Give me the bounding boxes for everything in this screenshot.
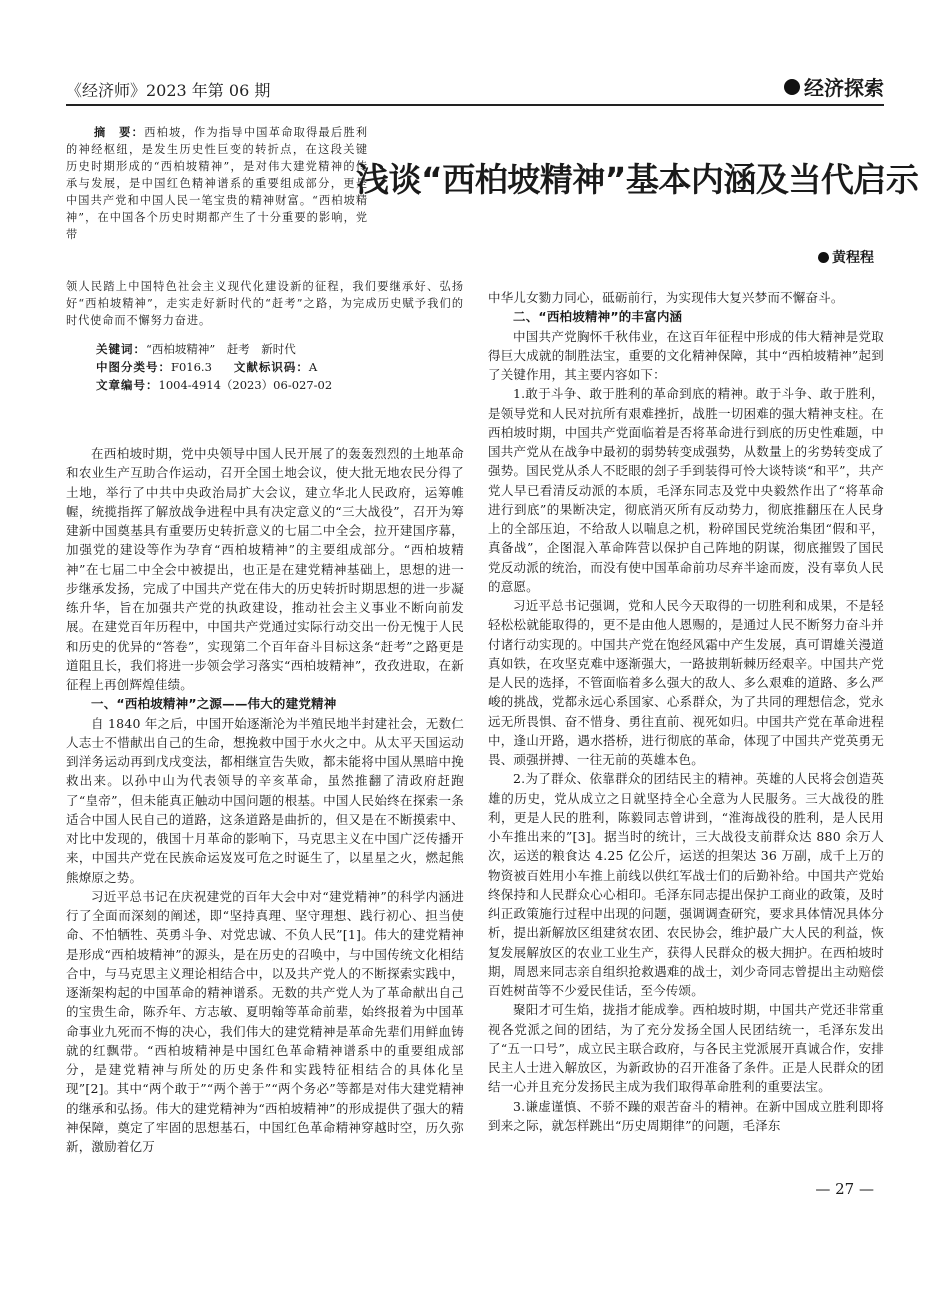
- abstract-upper: [66, 124, 368, 243]
- body-column-left: [66, 444, 464, 1184]
- abstract-label: 摘 要：: [94, 126, 145, 139]
- body-paragraph: 3.谦虚谨慎、不骄不躁的艰苦奋斗的精神。在新中国成立胜利即将到来之际，就怎样跳出“历史周期律”的问题，毛泽东: [488, 1098, 884, 1133]
- section-heading-1: 一、“西柏坡精神”之源——伟大的建党精神: [91, 696, 337, 712]
- body-paragraph: 习近平总书记在庆祝建党的百年大会中对“建党精神”的科学内涵进行了全面而深刻的阐述，即“坚持真理、坚守理想、践行初心、担当使命、不怕牺牲、英勇斗争、对党忠诚、不负人民”[1]。伟大的建党精神是形成“西柏坡精神”的源头，是在历史的召唤中，与中国传统文化相结合中，与马克思主义理论相结合中，以及共产党人的不断探索实践中，逐渐架构起的中国革命的精神谱系。无数的共产党人为了革命献出自己的宝贵生命，陈乔年、方志敏、夏明翰等革命前辈，始终报着为中国革命事业九死而不悔的决心，我们伟大的建党精神是革命先辈们用鲜血铸就的红飘带。“西柏坡精神是中国红色革命精神谱系中的重要组成部分，是建党精神与所处的历史条件和实践特征相结合的具体化呈现”[2]。其中“两个敢于”“两个善于”“两个务必”等都是对伟大建党精神的继承和弘扬。伟大的建党精神为“西柏坡精神”的形成提供了强大的精神保障，奠定了牢固的思想基石，中国红色革命精神穿越时空，历久弥新，激励着亿万: [66, 888, 464, 1154]
- section-heading-2: 二、“西柏坡精神”的丰富内涵: [513, 309, 683, 325]
- body-paragraph: 习近平总书记强调，党和人民今天取得的一切胜利和成果，不是轻轻松松就能取得的，更不是由他人恩赐的，是通过人民不断努力奋斗并付诸行动实现的。中国共产党在饱经风霜中产生发展，真可谓雄关漫道真如铁，在攻坚克难中逐渐强大，一路披荆斩棘历经艰辛。中国共产党是人民的选择，不管面临着多么强大的敌人、多么艰难的道路、多么严峻的挑战，党都永远心系国家、心系群众，为了共同的理想信念，党永远无所畏惧、奋不惜身、勇往直前、视死如归。中国共产党在革命进程中，逢山开路，遇水搭桥，进行彻底的革命，体现了中国共产党英勇无畏、顽强拼搏、一往无前的英雄本色。: [488, 598, 884, 767]
- doccode-label: 文献标识码：: [233, 360, 309, 374]
- clc-value: F016.3: [171, 360, 212, 374]
- author-line: [818, 247, 874, 267]
- clc-label: 中图分类号：: [96, 360, 171, 374]
- body-column-right: [488, 288, 884, 1184]
- journal-issue: 《经济师》2023 年第 06 期: [66, 81, 271, 100]
- body-paragraph: 2.为了群众、依靠群众的团结民主的精神。英雄的人民将会创造英雄的历史，党从成立之日就坚持全心全意为人民服务。三大战役的胜利，更是人民的胜利，陈毅同志曾讲到，“淮海战役的胜利，是人民用小车推出来的”[3]。据当时的统计，三大战役支前群众达 880 余万人次，运送的粮食达 4.25 亿公斤，运送的担架达 36 万副，成千上万的物资被百姓用小车推上前线以供红军战士们的后勤补给。中国共产党始终保持和人民群众心心相印。毛泽东同志提出保护工商业的政策，及时纠正政策施行过程中出现的问题，强调调查研究，要求具体情况具体分析，提出新解放区组建贫农团、农民协会，维护最广大人民的利益，恢复发展解放区的农业工业生产，获得人民群众的极大拥护。在西柏坡时期，周恩来同志亲自组织抢救遇难的战士，刘少奇同志曾提出主动赔偿百姓树苗等不少爱民佳话，至今传颂。: [488, 771, 884, 998]
- body-paragraph: 中华儿女勠力同心，砥砺前行，为实现伟大复兴梦而不懈奋斗。: [488, 290, 844, 305]
- author-name: 黄程程: [832, 250, 874, 266]
- bullet-dot-icon: [784, 79, 800, 95]
- body-paragraph: 1.敢于斗争、敢于胜利的革命到底的精神。敢于斗争、敢于胜利，是领导党和人民对抗所有艰难挫折，战胜一切困难的强大精神支柱。在西柏坡时期，中国共产党面临着是否将革命进行到底的历史性难题，中国共产党从在战争中最初的弱势转变成强势，从数量上的劣势转变成了强势。国民党从杀人不眨眼的刽子手到装得可怜大谈特谈“和平”，共产党人早已看清反动派的本质，毛泽东同志及党中央毅然作出了“将革命进行到底”的果断决定，彻底消灭所有反动势力，彻底推翻压在人民身上的全部压迫，不给敌人以喘息之机，粉碎国民党统治集团“假和平，真备战”，企图混入革命阵营以保护自己阵地的阴谋，彻底摧毁了国民党反动派的统治，而没有使中国革命前功尽弃半途而废，没有辜负人民的意愿。: [488, 386, 884, 594]
- section-label-text: 经济探索: [804, 76, 884, 100]
- header-divider: [66, 104, 884, 106]
- keywords-line: [96, 340, 476, 358]
- articleno-label: 文章编号：: [96, 378, 159, 392]
- article-meta: [96, 340, 476, 394]
- section-label: [784, 72, 884, 101]
- classification-line: [96, 358, 476, 376]
- author-bullet-icon: [818, 252, 829, 263]
- abstract-lower: 领人民踏上中国特色社会主义现代化建设新的征程，我们要继承好、弘扬好“西柏坡精神”，走实走好新时代的“赶考”之路，为完成历史赋予我们的时代使命而不懈努力奋进。: [66, 280, 464, 327]
- body-paragraph: 中国共产党胸怀千秋伟业，在这百年征程中形成的伟大精神是党取得巨大成就的制胜法宝，重要的文化精神保障，其中“西柏坡精神”起到了关键作用，其主要内容如下：: [488, 328, 884, 382]
- abstract-text-top: 西柏坡，作为指导中国革命取得最后胜利的神经枢纽，是发生历史性巨变的转折点，在这段关键历史时期形成的“西柏坡精神”，是对伟大建党精神的传承与发展，是中国红色精神谱系的重要组成部分，更是中国共产党和中国人民一笔宝贵的精神财富。“西柏坡精神”，在中国各个历史时期都产生了十分重要的影响，党带: [66, 126, 368, 241]
- article-title: 浅谈“西柏坡精神”基本内涵及当代启示: [356, 160, 919, 199]
- body-paragraph: 自 1840 年之后，中国开始逐渐沦为半殖民地半封建社会，无数仁人志士不惜献出自己的生命，想挽救中国于水火之中。从太平天国运动到洋务运动再到戊戌变法，都相继宣告失败，都未能将中国从黑暗中挽救出来。以孙中山为代表领导的辛亥革命，虽然推翻了清政府赶跑了“皇帝”，但未能真正触动中国问题的根基。中国人民始终在探索一条适合中国人民自己的道路，这条道路是曲折的，但又是在不断摸索中、对比中发现的，俄国十月革命的影响下，马克思主义在中国广泛传播开来，中国共产党在民族命运岌岌可危之时诞生了，以星星之火，燃起熊熊燎原之势。: [66, 715, 464, 885]
- keywords-label: 关键词：: [96, 342, 146, 356]
- intro-paragraph: 在西柏坡时期，党中央领导中国人民开展了的轰轰烈烈的土地革命和农业生产互助合作运动，召开全国土地会议，使大批无地农民分得了土地，举行了中共中央政治局扩大会议，建立华北人民政府，运筹帷幄，统揽指挥了解放战争进程中具有决定意义的“三大战役”，召开为筹建新中国奠基具有重要历史转折意义的七届二中全会，拉开建国序幕，加强党的建设等作为孕育“西柏坡精神”的主要组成部分。“西柏坡精神”在七届二中全会中被提出，也正是在建党精神基础上，思想的进一步继承发扬，完成了中国共产党在伟大的历史转折时期思想的进一步凝练升华，旨在加强共产党的执政建设，推动社会主义事业不断向前发展。在建党百年历程中，中国共产党通过实际行动交出一份无愧于人民和历史的优异的“答卷”，实现第二个百年奋斗目标这条“赶考”之路更是道阻且长，我们将进一步领会学习落实“西柏坡精神”，孜孜进取，在新征程上再创辉煌佳绩。: [66, 446, 464, 692]
- page-number: — 27 —: [815, 1180, 874, 1198]
- article-number-line: [96, 376, 476, 394]
- body-paragraph: 聚阳才可生焰，拢指才能成拳。西柏坡时期，中国共产党还非常重视各党派之间的团结，为了充分发扬全国人民团结统一，毛泽东发出了“五一口号”，成立民主联合政府，与各民主党派展开真诚合作，安排民主人士进入解放区，为新政协的召开准备了条件。正是人民群众的团结一心并且充分发扬民主成为我们取得革命胜利的重要法宝。: [488, 1002, 884, 1095]
- keywords-value: “西柏坡精神” 赶考 新时代: [146, 342, 296, 356]
- doccode-value: A: [308, 360, 318, 374]
- articleno-value: 1004-4914（2023）06-027-02: [158, 378, 333, 392]
